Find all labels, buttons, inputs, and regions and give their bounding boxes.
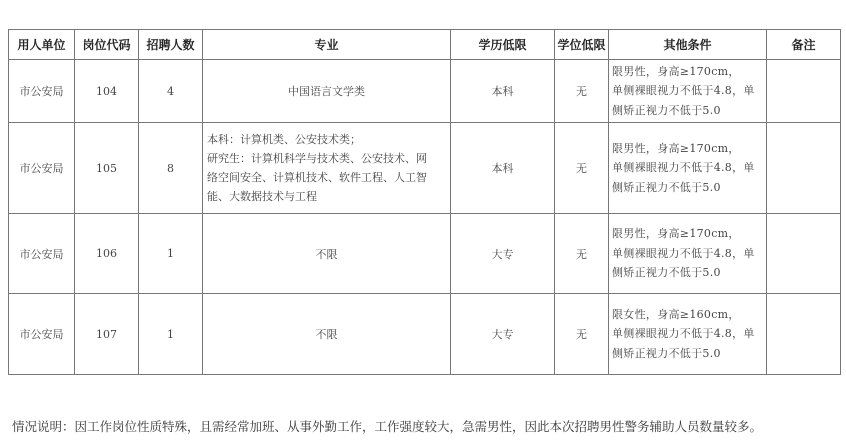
cell-other-conditions <box>609 123 767 214</box>
cell-major <box>203 123 451 214</box>
header-education: 学历低限 <box>451 30 555 60</box>
cell-education: 大专 <box>451 214 555 294</box>
cell-degree: 无 <box>555 214 609 294</box>
cell-other-conditions <box>609 214 767 294</box>
cell-count: 1 <box>139 294 203 375</box>
cell-other-conditions <box>609 60 767 123</box>
recruitment-table <box>8 29 841 375</box>
cell-education: 本科 <box>451 123 555 214</box>
cell-count: 4 <box>139 60 203 123</box>
cell-education: 本科 <box>451 60 555 123</box>
cell-major: 不限 <box>203 214 451 294</box>
condition-line: 限男性，身高≥170cm， <box>612 227 740 241</box>
major-line: 络空间安全、计算机技术、软件工程、人工智 <box>207 171 427 184</box>
cell-code: 107 <box>75 294 139 375</box>
condition-line: 单侧裸眼视力不低于4.8，单 <box>612 161 755 175</box>
header-count: 招聘人数 <box>139 30 203 60</box>
condition-line: 侧矫正视力不低于5.0 <box>612 266 721 280</box>
header-major: 专业 <box>203 30 451 60</box>
table-row <box>9 60 841 123</box>
header-remark: 备注 <box>767 30 841 60</box>
cell-major: 不限 <box>203 294 451 375</box>
header-other: 其他条件 <box>609 30 767 60</box>
cell-major: 中国语言文学类 <box>203 60 451 123</box>
cell-remark <box>767 214 841 294</box>
major-line: 能、大数据技术与工程 <box>207 190 317 203</box>
condition-line: 单侧裸眼视力不低于4.8，单 <box>612 327 755 341</box>
cell-code: 106 <box>75 214 139 294</box>
situation-note: 情况说明：因工作岗位性质特殊，且需经常加班、从事外勤工作，工作强度较大，急需男性，因此本次招聘男性警务辅助人员数量较多。 <box>12 419 763 434</box>
cell-unit: 市公安局 <box>9 123 75 214</box>
cell-unit: 市公安局 <box>9 60 75 123</box>
condition-line: 侧矫正视力不低于5.0 <box>612 346 721 360</box>
condition-line: 限女性，身高≥160cm， <box>612 307 740 321</box>
major-line: 研究生：计算机科学与技术类、公安技术、网 <box>207 152 427 165</box>
table-row <box>9 294 841 375</box>
condition-line: 侧矫正视力不低于5.0 <box>612 103 721 117</box>
cell-degree: 无 <box>555 294 609 375</box>
cell-education: 大专 <box>451 294 555 375</box>
cell-remark <box>767 123 841 214</box>
cell-other-conditions <box>609 294 767 375</box>
header-degree: 学位低限 <box>555 30 609 60</box>
cell-count: 1 <box>139 214 203 294</box>
cell-unit: 市公安局 <box>9 294 75 375</box>
condition-line: 限男性，身高≥170cm， <box>612 64 740 78</box>
condition-line: 侧矫正视力不低于5.0 <box>612 180 721 194</box>
cell-unit: 市公安局 <box>9 214 75 294</box>
header-unit: 用人单位 <box>9 30 75 60</box>
cell-count: 8 <box>139 123 203 214</box>
cell-degree: 无 <box>555 123 609 214</box>
cell-remark <box>767 60 841 123</box>
table-row <box>9 123 841 214</box>
major-line: 本科：计算机类、公安技术类； <box>207 133 361 146</box>
cell-code: 104 <box>75 60 139 123</box>
condition-line: 限男性，身高≥170cm， <box>612 141 740 155</box>
condition-line: 单侧裸眼视力不低于4.8，单 <box>612 84 755 98</box>
cell-remark <box>767 294 841 375</box>
table-row <box>9 214 841 294</box>
cell-degree: 无 <box>555 60 609 123</box>
header-code: 岗位代码 <box>75 30 139 60</box>
table-header-row <box>9 30 841 60</box>
cell-code: 105 <box>75 123 139 214</box>
condition-line: 单侧裸眼视力不低于4.8，单 <box>612 246 755 260</box>
